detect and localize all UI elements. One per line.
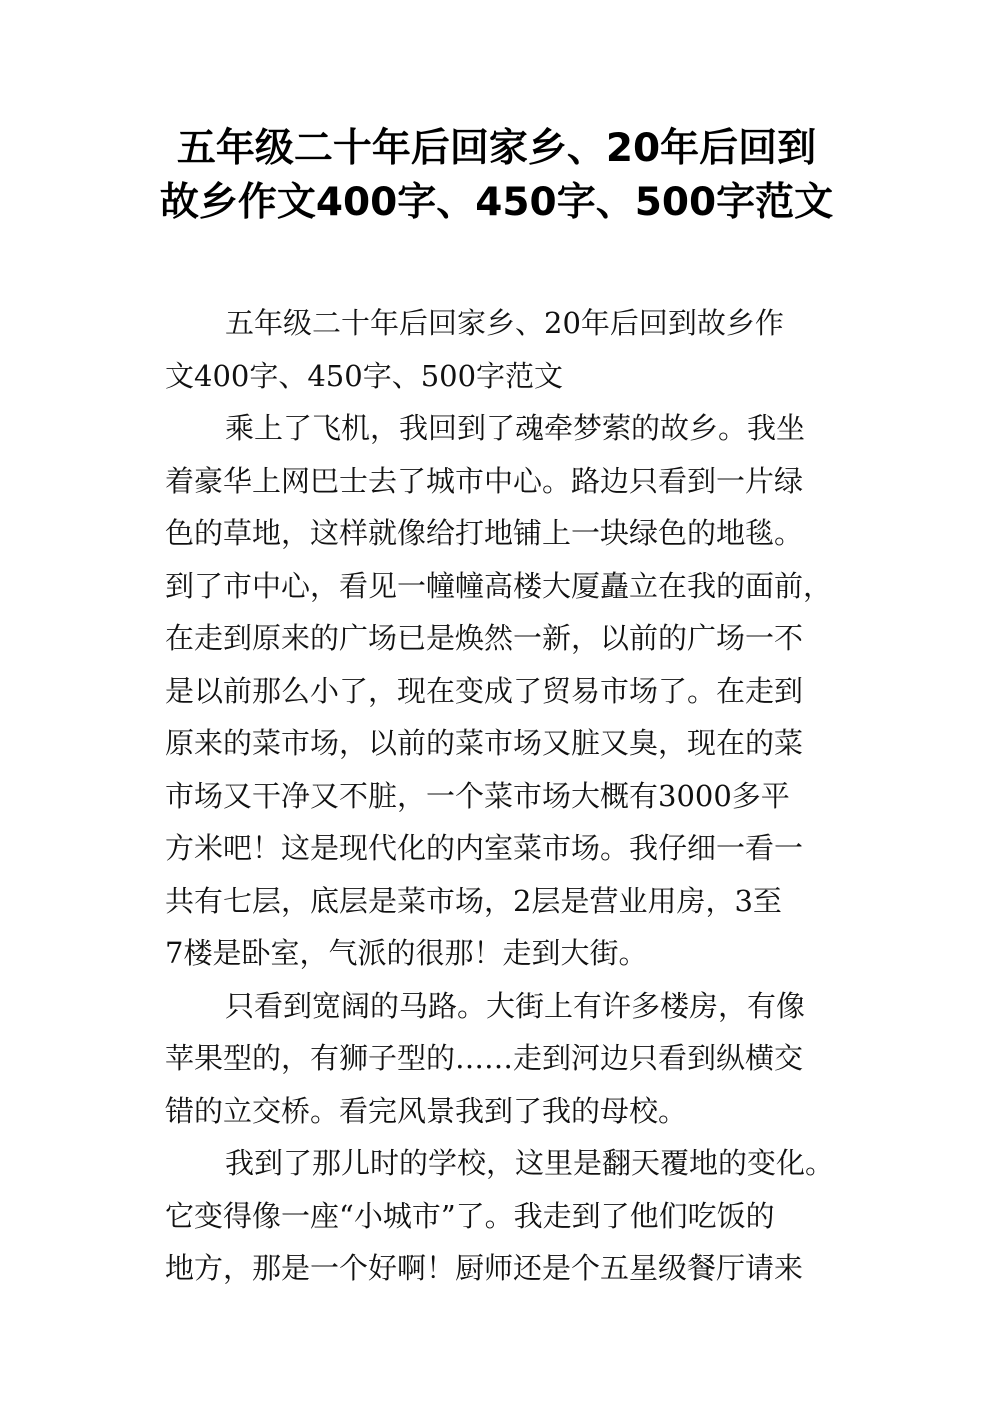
body-text-line: 在走到原来的广场已是焕然一新，以前的广场一不	[165, 621, 804, 655]
title-line-2: 故乡作文400字、450字、500字范文	[159, 180, 834, 225]
body-text-line: 方米吧！这是现代化的内室菜市场。我仔细一看一	[165, 831, 804, 865]
body-text-line: 地方，那是一个好啊！厨师还是个五星级餐厅请来	[165, 1251, 804, 1285]
document-title	[120, 122, 873, 230]
body-text-line: 文400字、450字、500字范文	[165, 358, 564, 393]
body-text-line: 是以前那么小了，现在变成了贸易市场了。在走到	[165, 673, 804, 708]
body-text-line: 五年级二十年后回家乡、20年后回到故乡作	[225, 306, 784, 340]
body-text-line: 原来的菜市场，以前的菜市场又脏又臭，现在的菜	[165, 726, 804, 760]
document-body	[165, 297, 865, 1295]
body-text-line: 色的草地，这样就像给打地铺上一块绿色的地毯。	[165, 516, 804, 550]
body-text-line: 错的立交桥。看完风景我到了我的母校。	[165, 1093, 688, 1128]
body-text-line: 7楼是卧室，气派的很那！走到大街。	[165, 936, 648, 970]
body-text-line: 市场又干净又不脏，一个菜市场大概有3000多平	[165, 778, 790, 813]
body-text-line: 我到了那儿时的学校，这里是翻天覆地的变化。	[225, 1146, 835, 1180]
body-text-line: 乘上了飞机，我回到了魂牵梦萦的故乡。我坐	[225, 411, 806, 445]
title-line-1: 五年级二十年后回家乡、20年后回到	[176, 126, 817, 171]
body-text-line: 它变得像一座“小城市”了。我走到了他们吃饭的	[165, 1198, 775, 1233]
body-text-line: 只看到宽阔的马路。大街上有许多楼房，有像	[225, 988, 806, 1023]
body-text-line: 苹果型的，有狮子型的……走到河边只看到纵横交	[165, 1041, 804, 1075]
body-text-line: 到了市中心，看见一幢幢高楼大厦矗立在我的面前，	[165, 568, 833, 603]
body-text-line: 着豪华上网巴士去了城市中心。路边只看到一片绿	[165, 463, 804, 498]
body-text-line: 共有七层，底层是菜市场，2层是营业用房，3至	[165, 883, 782, 918]
